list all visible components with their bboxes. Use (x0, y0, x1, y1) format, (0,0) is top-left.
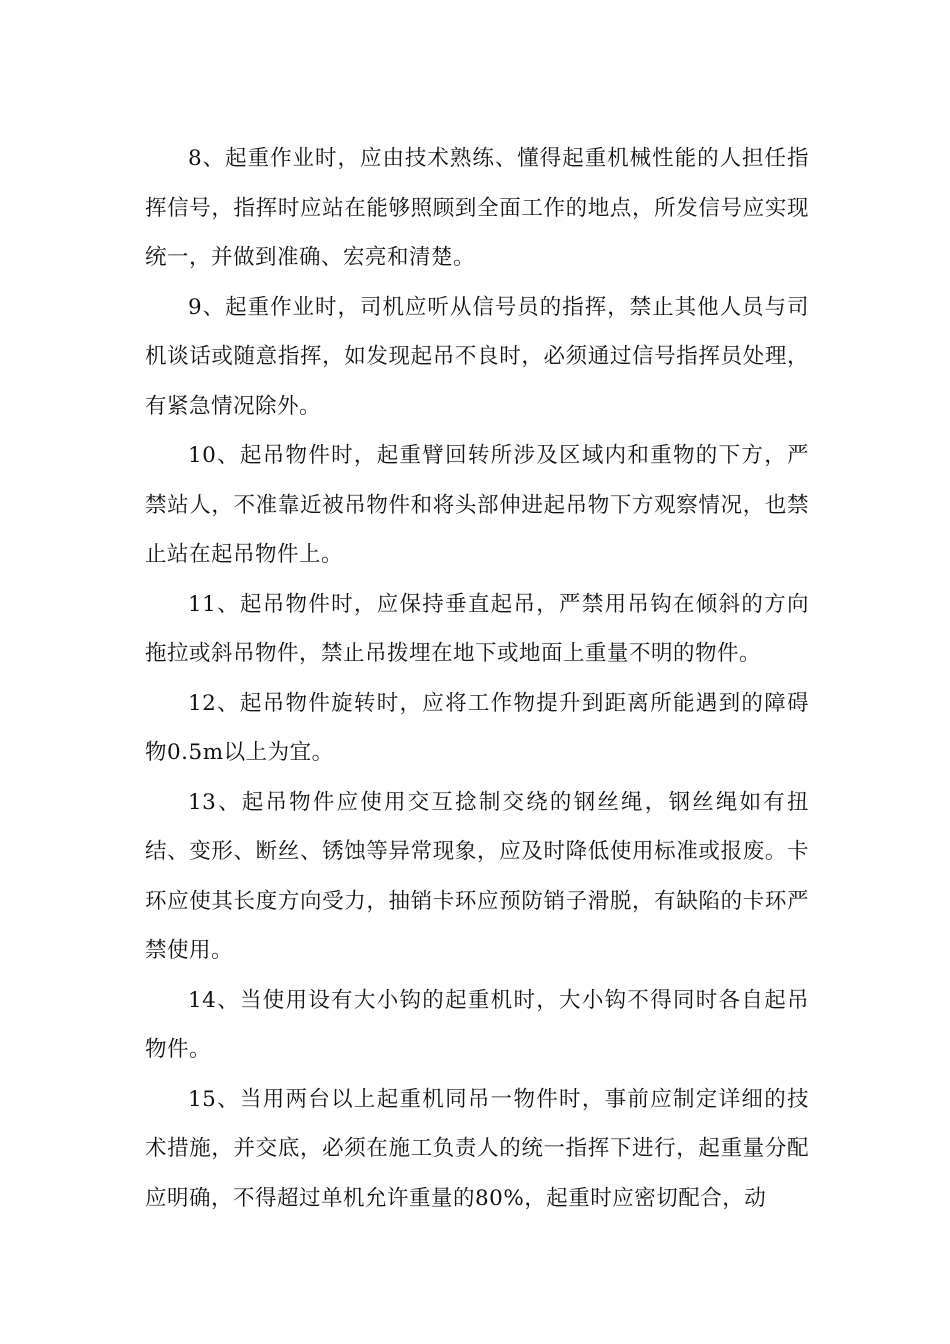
paragraph-8: 8、起重作业时，应由技术熟练、懂得起重机械性能的人担任指挥信号，指挥时应站在能够照顾到全面工作的地点，所发信号应实现统一，并做到准确、宏亮和清楚。 (145, 146, 809, 270)
document-body (145, 134, 809, 1223)
paragraph-13: 13、起吊物件应使用交互捻制交绕的钢丝绳，钢丝绳如有扭结、变形、断丝、锈蚀等异常现象，应及时降低使用标准或报废。卡环应使其长度方向受力，抽销卡环应预防销子滑脱，有缺陷的卡环严禁使用。 (145, 789, 809, 963)
paragraph-11: 11、起吊物件时，应保持垂直起吊，严禁用吊钩在倾斜的方向拖拉或斜吊物件，禁止吊拨埋在地下或地面上重量不明的物件。 (145, 591, 809, 666)
paragraph-12: 12、起吊物件旋转时，应将工作物提升到距离所能遇到的障碍物0.5m以上为宜。 (145, 690, 809, 765)
paragraph-9: 9、起重作业时，司机应听从信号员的指挥，禁止其他人员与司机谈话或随意指挥，如发现起吊不良时，必须通过信号指挥员处理，有紧急情况除外。 (145, 294, 809, 419)
paragraph-15: 15、当用两台以上起重机同吊一物件时，事前应制定详细的技术措施，并交底，必须在施工负责人的统一指挥下进行，起重量分配应明确，不得超过单机允许重量的80%，起重时应密切配合，动 (145, 1086, 809, 1211)
paragraph-14: 14、当使用设有大小钩的起重机时，大小钩不得同时各自起吊物件。 (145, 987, 809, 1062)
paragraph-10: 10、起吊物件时，起重臂回转所涉及区域内和重物的下方，严禁站人，不准靠近被吊物件和将头部伸进起吊物下方观察情况，也禁止站在起吊物件上。 (145, 443, 809, 567)
